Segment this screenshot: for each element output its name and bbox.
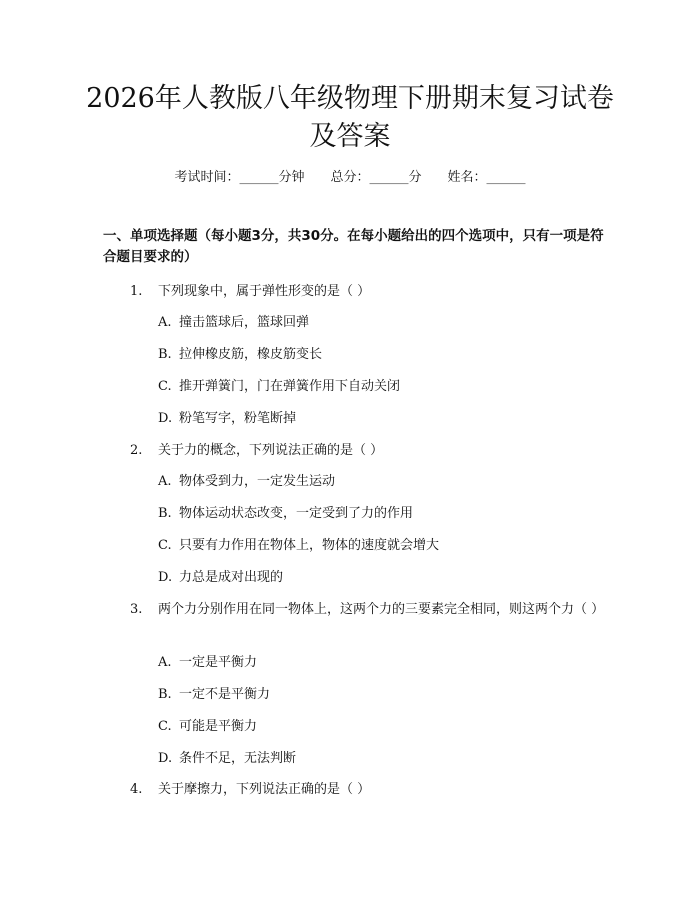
option-letter: C. bbox=[158, 538, 172, 553]
option-letter: C. bbox=[158, 719, 172, 734]
option-text: 撞击篮球后，篮球回弹 bbox=[179, 315, 310, 330]
q1-option-b bbox=[158, 345, 598, 365]
name-label: 姓名： bbox=[447, 170, 487, 185]
question-stem: 关于力的概念，下列说法正确的是（ ） bbox=[158, 443, 384, 458]
name-blank: ______ bbox=[486, 170, 526, 185]
q3-option-b bbox=[158, 685, 598, 705]
question-number: 4. bbox=[130, 782, 143, 797]
page-title bbox=[60, 80, 640, 156]
title-line-1: 2026年人教版八年级物理下册期末复习试卷 bbox=[86, 83, 614, 114]
question-stem: 两个力分别作用在同一物体上，这两个力的三要素完全相同，则这两个力（ ） bbox=[158, 602, 605, 617]
option-text: 可能是平衡力 bbox=[179, 719, 258, 734]
question-4 bbox=[110, 780, 610, 800]
option-text: 粉笔写字，粉笔断掉 bbox=[179, 411, 297, 426]
question-stem: 下列现象中，属于弹性形变的是（ ） bbox=[158, 284, 371, 299]
q3-option-a bbox=[158, 653, 598, 673]
option-letter: C. bbox=[158, 379, 172, 394]
q3-option-d bbox=[158, 749, 598, 769]
q2-option-a bbox=[158, 472, 598, 492]
question-3 bbox=[110, 600, 605, 620]
option-letter: D. bbox=[158, 411, 173, 426]
time-unit: 分钟 bbox=[278, 170, 305, 185]
option-text: 力总是成对出现的 bbox=[179, 570, 284, 585]
question-2 bbox=[110, 441, 610, 461]
question-1 bbox=[110, 282, 610, 302]
question-number: 3. bbox=[130, 602, 143, 617]
q1-option-d bbox=[158, 409, 598, 429]
option-text: 条件不足，无法判断 bbox=[179, 751, 297, 766]
title-line-2: 及答案 bbox=[309, 121, 391, 152]
option-letter: A. bbox=[158, 315, 172, 330]
q2-option-b bbox=[158, 504, 598, 524]
option-letter: D. bbox=[158, 570, 173, 585]
option-text: 只要有力作用在物体上，物体的速度就会增大 bbox=[179, 538, 440, 553]
option-text: 物体受到力，一定发生运动 bbox=[179, 474, 336, 489]
score-blank: ______ bbox=[369, 170, 409, 185]
question-number: 1. bbox=[130, 284, 143, 299]
score-unit: 分 bbox=[408, 170, 422, 185]
time-blank: ______ bbox=[239, 170, 279, 185]
option-text: 拉伸橡皮筋，橡皮筋变长 bbox=[179, 347, 323, 362]
time-label: 考试时间： bbox=[174, 170, 240, 185]
option-letter: A. bbox=[158, 474, 172, 489]
option-text: 推开弹簧门，门在弹簧作用下自动关闭 bbox=[179, 379, 401, 394]
q2-option-c bbox=[158, 536, 598, 556]
q2-option-d bbox=[158, 568, 598, 588]
exam-time bbox=[174, 168, 304, 188]
q1-option-a bbox=[158, 313, 598, 333]
option-letter: D. bbox=[158, 751, 173, 766]
option-text: 一定是平衡力 bbox=[179, 655, 258, 670]
option-letter: B. bbox=[158, 506, 172, 521]
option-letter: A. bbox=[158, 655, 172, 670]
section-heading: 一、单项选择题（每小题3分，共30分。在每小题给出的四个选项中，只有一项是符合题目要求的） bbox=[103, 228, 604, 265]
q1-option-c bbox=[158, 377, 598, 397]
option-text: 物体运动状态改变，一定受到了力的作用 bbox=[179, 506, 414, 521]
student-name bbox=[448, 168, 526, 188]
exam-meta bbox=[0, 168, 700, 188]
option-text: 一定不是平衡力 bbox=[179, 687, 271, 702]
question-number: 2. bbox=[130, 443, 143, 458]
question-stem: 关于摩擦力，下列说法正确的是（ ） bbox=[158, 782, 371, 797]
total-score bbox=[330, 168, 421, 188]
q3-option-c bbox=[158, 717, 598, 737]
score-label: 总分： bbox=[330, 170, 370, 185]
option-letter: B. bbox=[158, 687, 172, 702]
option-letter: B. bbox=[158, 347, 172, 362]
